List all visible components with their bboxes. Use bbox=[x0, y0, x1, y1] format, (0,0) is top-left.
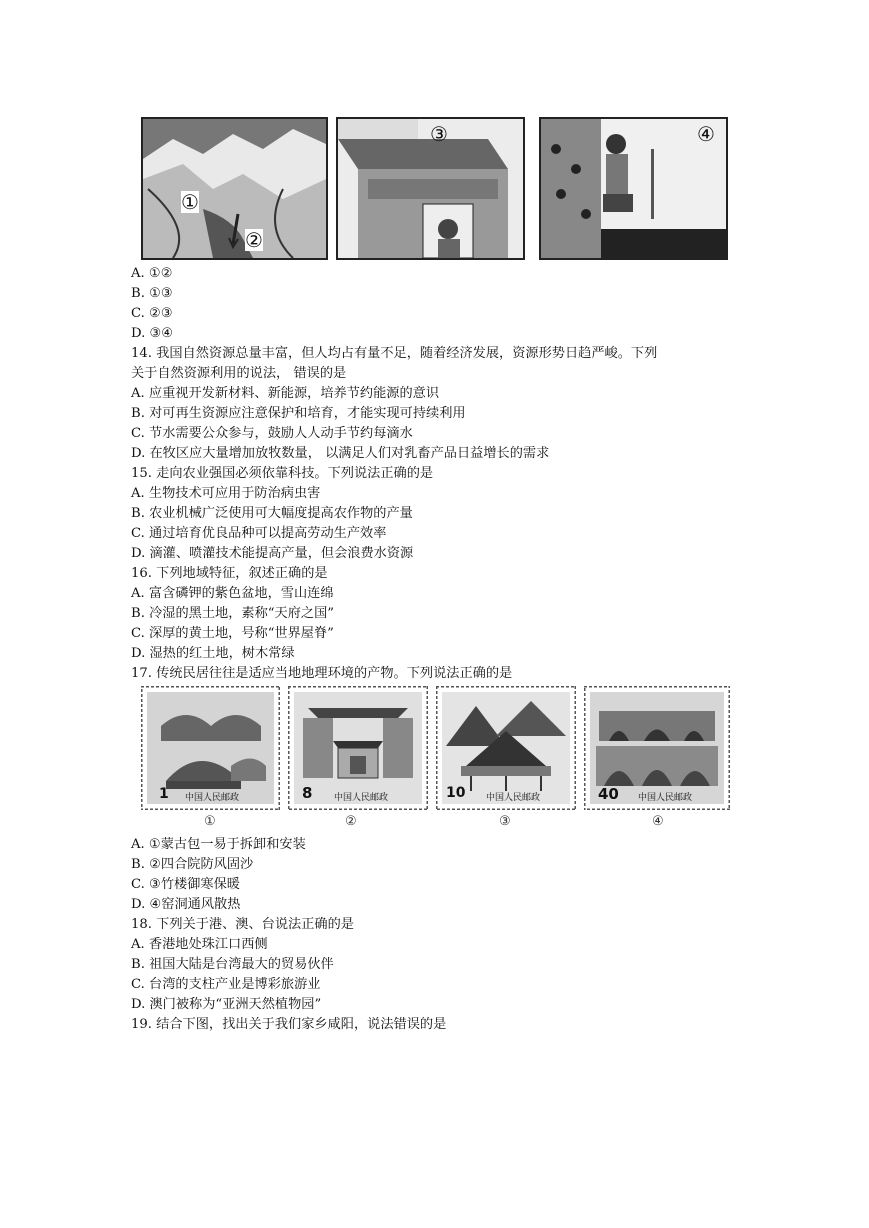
q15-option-c: C. 通过培育优良品种可以提高劳动生产效率 bbox=[131, 526, 387, 541]
illustration-river-valley bbox=[141, 117, 328, 260]
q16-option-a: A. 富含磷钾的紫色盆地，雪山连绵 bbox=[131, 586, 334, 601]
q16-option-d: D. 湿热的红土地，树木常绿 bbox=[131, 646, 295, 661]
q13-option-a: A. ①② bbox=[131, 266, 173, 281]
stamp-3-postal: 中国人民邮政 bbox=[486, 793, 541, 803]
q19-stem: 19. 结合下图，找出关于我们家乡咸阳，说法错误的是 bbox=[131, 1017, 447, 1032]
label-2: ② bbox=[245, 228, 263, 252]
stamp-caption-1: ① bbox=[204, 814, 216, 829]
stamp-3-value: 10 bbox=[446, 785, 466, 801]
q17-option-c: C. ③竹楼御寒保暖 bbox=[131, 877, 240, 892]
q13-option-c: C. ②③ bbox=[131, 306, 173, 321]
q14-option-c: C. 节水需要公众参与，鼓励人人动手节约每滴水 bbox=[131, 426, 413, 441]
q15-stem: 15. 走向农业强国必须依靠科技。下列说法正确的是 bbox=[131, 466, 434, 481]
label-4: ④ bbox=[697, 122, 715, 146]
q15-option-b: B. 农业机械广泛使用可大幅度提高农作物的产量 bbox=[131, 506, 413, 521]
illustration-person-tap bbox=[539, 117, 728, 260]
q18-option-a: A. 香港地处珠江口西侧 bbox=[131, 937, 268, 952]
q14-option-b: B. 对可再生资源应注意保护和培育，才能实现可持续利用 bbox=[131, 406, 466, 421]
label-1: ① bbox=[181, 190, 199, 214]
stamp-4-postal: 中国人民邮政 bbox=[638, 793, 693, 803]
stamp-cave-dwelling bbox=[584, 686, 730, 810]
q14-stem-line2: 关于自然资源利用的说法， 错误的是 bbox=[131, 366, 347, 381]
q17-option-b: B. ②四合院防风固沙 bbox=[131, 857, 254, 872]
stamp-bamboo-house bbox=[436, 686, 576, 810]
q16-option-c: C. 深厚的黄土地，号称“世界屋脊” bbox=[131, 626, 334, 641]
stamp-caption-2: ② bbox=[345, 814, 357, 829]
q18-option-b: B. 祖国大陆是台湾最大的贸易伙伴 bbox=[131, 957, 334, 972]
stamp-caption-3: ③ bbox=[499, 814, 511, 829]
q14-option-a: A. 应重视开发新材料、新能源，培养节约能源的意识 bbox=[131, 386, 440, 401]
stamp-mongolian-yurt bbox=[141, 686, 280, 810]
q15-option-a: A. 生物技术可应用于防治病虫害 bbox=[131, 486, 321, 501]
stamp-2-value: 8 bbox=[302, 784, 313, 802]
q14-option-d: D. 在牧区应大量增加放牧数量， 以满足人们对乳畜产品日益增长的需求 bbox=[131, 446, 550, 461]
stamp-2-postal: 中国人民邮政 bbox=[334, 793, 389, 803]
q13-option-d: D. ③④ bbox=[131, 326, 174, 341]
q17-option-d: D. ④窑洞通风散热 bbox=[131, 897, 241, 912]
stamp-4-value: 40 bbox=[598, 785, 619, 803]
q15-option-d: D. 滴灌、喷灌技术能提高产量，但会浪费水资源 bbox=[131, 546, 414, 561]
stamp-1-postal: 中国人民邮政 bbox=[185, 793, 240, 803]
q17-stem: 17. 传统民居往往是适应当地地理环境的产物。下列说法正确的是 bbox=[131, 666, 513, 681]
illustration-mine-shaft bbox=[336, 117, 525, 260]
q16-option-b: B. 冷湿的黑土地，素称“天府之国” bbox=[131, 606, 334, 621]
q17-option-a: A. ①蒙古包一易于拆卸和安装 bbox=[131, 837, 306, 852]
q18-stem: 18. 下列关于港、澳、台说法正确的是 bbox=[131, 917, 354, 932]
stamp-1-value: 1 bbox=[159, 786, 169, 802]
q18-option-c: C. 台湾的支柱产业是博彩旅游业 bbox=[131, 977, 321, 992]
q14-stem-line1: 14. 我国自然资源总量丰富，但人均占有量不足，随着经济发展，资源形势日趋严峻。下列 bbox=[131, 346, 658, 361]
q13-option-b: B. ①③ bbox=[131, 286, 173, 301]
q16-stem: 16. 下列地域特征，叙述正确的是 bbox=[131, 566, 328, 581]
label-3: ③ bbox=[430, 122, 448, 146]
q18-option-d: D. 澳门被称为“亚洲天然植物园” bbox=[131, 997, 322, 1012]
stamp-caption-4: ④ bbox=[652, 814, 664, 829]
stamp-beijing-siheyuan bbox=[288, 686, 428, 810]
